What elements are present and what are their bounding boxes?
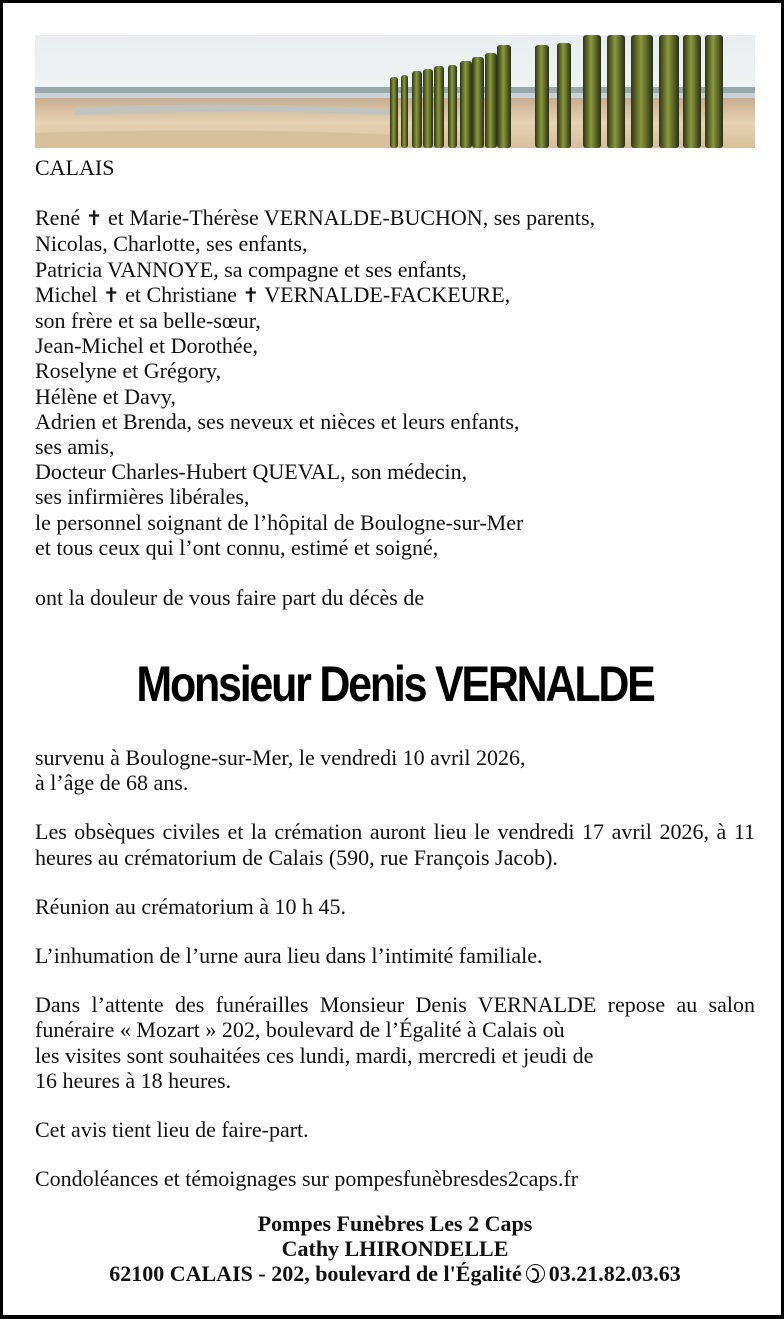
- brother-name: Michel: [35, 281, 98, 307]
- notice-body: [35, 745, 755, 1215]
- cross-icon: ✝: [85, 206, 103, 231]
- company-name: Pompes Funèbres Les 2 Caps: [257, 1211, 533, 1236]
- phone-icon: [526, 1264, 545, 1283]
- family-line-parents: [35, 205, 755, 231]
- visit-details: [35, 992, 755, 1093]
- family-line-nephew-4: Adrien et Brenda, ses neveux et nièces et leurs enfants,: [35, 408, 520, 434]
- company-phone: 03.21.82.03.63: [548, 1261, 681, 1286]
- brother-surname: VERNALDE-FACKEURE,: [264, 281, 511, 307]
- family-line-nephew-1: Jean-Michel et Dorothée,: [35, 333, 258, 359]
- family-line-all: et tous ceux qui l’ont connu, estimé et soigné,: [35, 534, 439, 560]
- family-line-nurses: ses infirmières libérales,: [35, 484, 250, 510]
- announcement-text: ont la douleur de vous faire part du décès de: [35, 585, 425, 611]
- banner-image: [35, 35, 755, 148]
- burial-details: L’inhumation de l’urne aura lieu dans l’intimité familiale.: [35, 943, 543, 969]
- parent-father: René: [35, 205, 81, 231]
- family-line-nephew-3: Hélène et Davy,: [35, 383, 176, 409]
- family-line-relation: son frère et sa belle-sœur,: [35, 308, 261, 334]
- cross-icon: ✝: [242, 282, 260, 307]
- family-line-friends: ses amis,: [35, 434, 115, 460]
- funeral-home-footer: [3, 1211, 784, 1286]
- company-address: 62100 CALAIS - 202, boulevard de l'Égalité: [109, 1261, 522, 1286]
- cross-icon: ✝: [102, 282, 120, 307]
- city-heading: CALAIS: [35, 155, 115, 180]
- manager-name: Cathy LHIRONDELLE: [281, 1236, 509, 1261]
- family-line-doctor: Docteur Charles-Hubert QUEVAL, son médecin,: [35, 459, 468, 485]
- family-line-brother: [35, 282, 755, 308]
- sister-in-law-name: et Christiane: [125, 281, 237, 307]
- visit-hours: 16 heures à 18 heures.: [35, 1067, 232, 1093]
- family-line-nephew-2: Roselyne et Grégory,: [35, 358, 222, 384]
- closing-text: Cet avis tient lieu de faire-part.: [35, 1117, 309, 1143]
- parent-mother: et Marie-Thérèse VERNALDE-BUCHON, ses parents,: [107, 205, 596, 231]
- visit-location: Dans l’attente des funérailles Monsieur Denis VERNALDE repose au salon funéraire « Mozart » 202, boulevard de l’Égalité à Calais où: [35, 992, 755, 1043]
- family-line-children: Nicolas, Charlotte, ses enfants,: [35, 231, 308, 257]
- death-age: à l’âge de 68 ans.: [35, 770, 189, 796]
- condolences-text: Condoléances et témoignages sur pompesfunèbresdes2caps.fr: [35, 1166, 579, 1192]
- family-list: [35, 155, 755, 610]
- family-line-partner: Patricia VANNOYE, sa compagne et ses enfants,: [35, 256, 467, 282]
- death-place-date: survenu à Boulogne-sur-Mer, le vendredi 10 avril 2026,: [35, 745, 526, 770]
- contact-line: [3, 1261, 784, 1286]
- meeting-details: Réunion au crématorium à 10 h 45.: [35, 893, 346, 919]
- funeral-details: Les obsèques civiles et la crémation auront lieu le vendredi 17 avril 2026, à 11 heures au crématorium de Calais (590, rue François Jacob).: [35, 819, 755, 870]
- deceased-name: Monsieur Denis VERNALDE: [136, 656, 654, 712]
- death-details: [35, 745, 755, 795]
- family-line-hospital: le personnel soignant de l’hôpital de Boulogne-sur-Mer: [35, 509, 524, 535]
- visit-days: les visites sont souhaitées ces lundi, mardi, mercredi et jeudi de: [35, 1042, 594, 1068]
